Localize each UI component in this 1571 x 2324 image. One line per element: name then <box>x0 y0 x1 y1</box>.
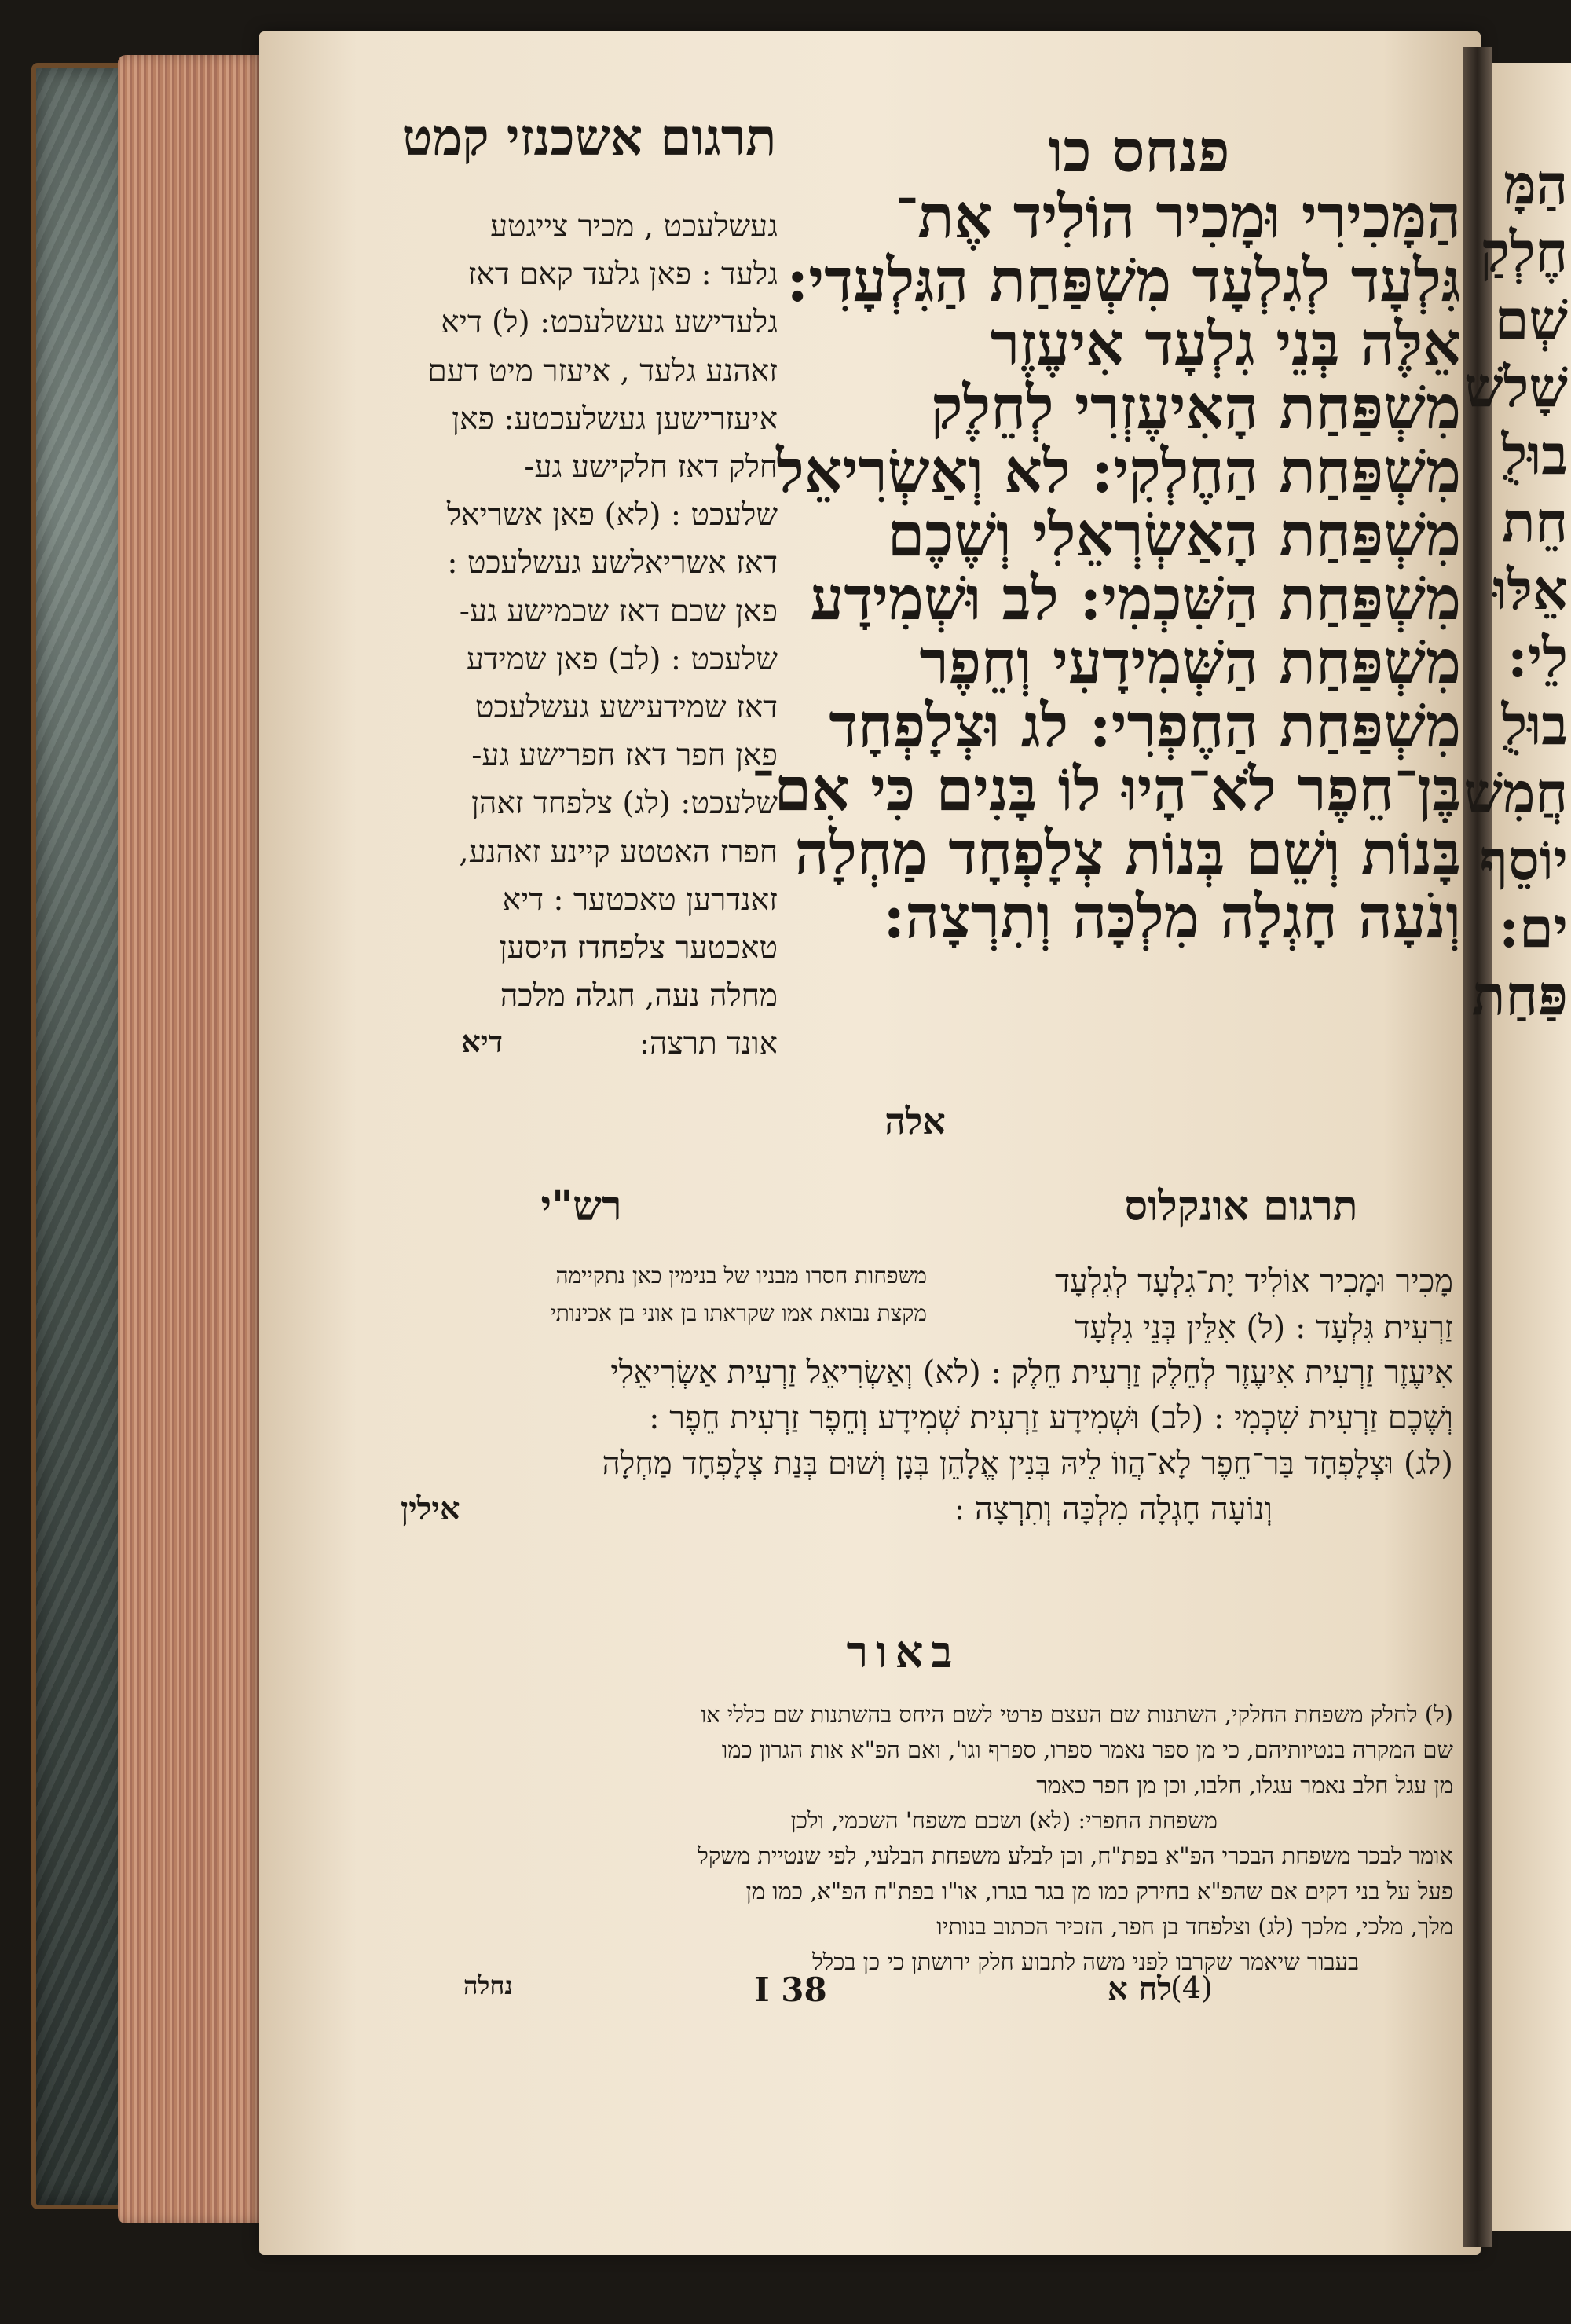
signature-number: I 38 <box>754 1970 827 2009</box>
main-line: מִשְׁפַּחַת הַשְּׁמִידָעִי וְחֵפֶר <box>919 627 1461 697</box>
yiddish-line: שלעכט: (לג) צלפחד זאהן <box>471 786 778 822</box>
signature-mark: לח א <box>1108 1970 1172 2007</box>
main-line: אֵלֶּה בְּנֵי גִלְעָד אִיעֶזֶר <box>990 309 1461 379</box>
facing-line: בוּלֻ <box>1501 692 1568 757</box>
main-line: גִּלְעָד לְגִלְעָד מִשְׁפַּחַת הַגִּלְעָדִי: <box>786 245 1461 315</box>
yiddish-line: שלעכט : (לב) פאן שמידע <box>466 641 778 677</box>
yiddish-line: זאנדרען טאכטער : דיא <box>502 882 778 918</box>
onkelos-top-block <box>935 1259 1453 1351</box>
facing-line: הַמָּ <box>1503 152 1568 217</box>
page-mark: (4) <box>1170 1970 1213 2005</box>
onkelos-line: זַרְעִית גִּלְעָד : (ל) אִלֵּין בְּנֵי גִלְעָד <box>1075 1310 1453 1346</box>
main-hebrew-text <box>751 181 1461 951</box>
main-catchword: אלה <box>884 1100 946 1142</box>
biur-commentary <box>401 1697 1453 1980</box>
yiddish-line: גלעדישע געשלעכט: (ל) דיא <box>441 305 778 341</box>
yiddish-line: גלעד : פאן גלעד קאם דאז <box>467 257 778 293</box>
onkelos-line: (לג) וּצְלָפְחָד בַּר־חֵפֶר לָא־הֲווֹ לֵיהּ בְּנִין אֱלָהֵן בְּנָן וְשׁוּם בְּנַת צְלָפְחָד מַחְלָה <box>602 1446 1453 1482</box>
facing-line: ים: <box>1499 895 1568 960</box>
biur-line: בעבור שיאמר שקרבו לפני משה לתבוע חלק ירושתן כי כן בכלל <box>812 1948 1359 1975</box>
facing-line: חֶלְקַ <box>1480 219 1568 284</box>
running-header-right: פנחס כו <box>1048 118 1230 185</box>
biur-line: (ל) לחלק משפחת החלקי, השתנות שם העצם פרטי לשם היחס בהשתנות שם כללי או <box>700 1701 1453 1728</box>
yiddish-line: דאז אשריאלשע געשלעכט : <box>447 545 778 581</box>
running-header-left: תרגום אשכנזי קמט <box>401 108 777 167</box>
main-line: מִשְׁפַּחַת הַשִּׁכְמִי: לב וּשְׁמִידָע <box>810 563 1461 633</box>
yiddish-line: חפרז האטטע קיינע זאהנע, <box>459 834 778 870</box>
facing-line: שְׁם <box>1494 287 1568 352</box>
yiddish-line: אונד תרצה: <box>639 1026 778 1062</box>
biur-line: משפחת החפרי: (לא) ושכם משפח' השכמי, ולכן <box>790 1807 1218 1834</box>
yiddish-line: חלק דאז חלקישע גע- <box>524 449 778 486</box>
biur-line: פעל על בני דקים אם שהפ"א בחירק כמו מן בגר בגרו, או"ו בפת"ח הפ"א, כמו מן <box>745 1878 1453 1904</box>
facing-line: חֵת <box>1501 489 1568 555</box>
yiddish-line: מחלה נעה, חגלה מלכה <box>500 978 778 1014</box>
facing-line: אֵלּוּ <box>1492 557 1568 622</box>
onkelos-line: וְנוֹעָה חָגְלָה מִלְכָּה וְתִרְצָה : <box>954 1491 1273 1527</box>
biur-line: שם המקרה בנטיותיהם, כי מן ספר נאמר ספרו, ספרף וגו', ואם הפ"א אות הגרון כמו <box>721 1736 1453 1763</box>
onkelos-line: אִיעֶזֶר זַרְעִית אִיעֶזֶר לְחֵלֶק זַרְעִית חֵלֶק : (לא) וְאַשְׂרִיאֵל זַרְעִית אַשְׂרִיאֵלִי <box>610 1354 1453 1391</box>
biur-heading: באור <box>846 1626 961 1678</box>
biur-line: מלך, מלכי, מלכך (לג) וצלפחד בן חפר, הזכיר הכתוב בנותיו <box>936 1913 1453 1940</box>
yiddish-line: זאהנע גלעד , איעזר מיט דעם <box>427 353 778 389</box>
main-line: בָּנוֹת וְשֵׁם בְּנוֹת צְלָפְחָד מַחְלָה <box>794 818 1461 888</box>
yiddish-line: איעזרישען געשלעכטע: פאן <box>452 401 778 437</box>
yiddish-translation-column <box>408 203 778 1069</box>
biur-catchword: נחלה <box>463 1970 513 2000</box>
rashi-heading: רש"י <box>540 1182 622 1230</box>
rashi-line: משפחות חסרו מבניו של בנימין כאן נתקיימה <box>555 1263 927 1288</box>
yiddish-line: טאכטער צלפחדז היסען <box>499 930 778 966</box>
onkelos-line: מָכִיר וּמָכִיר אוֹלִיד יָת־גִלְעָד לְגִלְעָד <box>1054 1263 1453 1299</box>
facing-line: בוּלֻ <box>1501 422 1568 487</box>
onkelos-full-width-block <box>401 1350 1453 1532</box>
yiddish-line: געשלעכט , מכיר צייגטע <box>489 209 778 244</box>
facing-line: שָׁלשׁ <box>1464 354 1568 420</box>
main-line: בֶּן־חֵפֶר לֹא־הָיוּ לוֹ בָּנִים כִּי אִם־ <box>751 754 1461 824</box>
yiddish-line: פאן שכם דאז שכמישע גע- <box>459 593 778 629</box>
facing-line: יוֹסֵף <box>1479 827 1568 893</box>
page-edges <box>118 55 267 2223</box>
yiddish-line: דאז שמידעישע געשלעכט <box>474 690 778 726</box>
onkelos-heading: תרגום אונקלוס <box>1124 1182 1358 1230</box>
main-line: מִשְׁפַּחַת הַחֶפְרִי: לג וּצְלָפְחָד <box>829 691 1461 761</box>
main-line: מִשְׁפַּחַת הַחֶלְקִי: לא וְאַשְׂרִיאֵל <box>776 436 1461 506</box>
facing-page-fragment <box>1463 63 1571 2231</box>
main-line: הַמָּכִירִי וּמָכִיר הוֹלִיד אֶת־ <box>895 181 1461 251</box>
main-line: וְנֹעָה חָגְלָה מִלְכָּה וְתִרְצָה: <box>883 882 1461 951</box>
rashi-commentary <box>405 1257 927 1332</box>
rashi-line: מקצת נבואת אמו שקראתו בן אוני בן אכינותי <box>550 1300 927 1326</box>
main-line: מִשְׁפַּחַת הָאִיעֶזְרִי לְחֵלֶק <box>930 372 1461 442</box>
biur-line: מן עגל חלב נאמר עגלו, חלבו, וכן מן חפר כאמר <box>1036 1772 1453 1798</box>
facing-line: לֵי: <box>1507 625 1568 690</box>
onkelos-last-row <box>401 1486 1453 1532</box>
main-line: מִשְׁפַּחַת הָאַשְׂרְאֵלִי וְשֶׁכֶם <box>887 500 1461 570</box>
facing-line: חֲמִשׁ <box>1463 760 1568 825</box>
onkelos-line: וְשֶׁכֶם זַרְעִית שִׁכְמִי : (לב) וּשְׁמִידָע זַרְעִית שְׁמִידָע וְחֵפֶר זַרְעִית חֵפֶר : <box>649 1400 1453 1436</box>
biur-line: אומר לבכר משפחת הבכרי הפ"א בפת"ח, וכן לבלע משפחת הבלעי, לפי שנטיית משקל <box>698 1842 1453 1869</box>
facing-line: פַּחַת <box>1471 962 1568 1028</box>
yiddish-line: שלעכט : (לא) פאן אשריאל <box>446 497 778 533</box>
yiddish-catchword: דיא <box>461 1024 503 1059</box>
onkelos-catchword: אילין <box>401 1490 460 1527</box>
yiddish-line: פאן חפר דאז חפרישע גע- <box>471 738 778 774</box>
